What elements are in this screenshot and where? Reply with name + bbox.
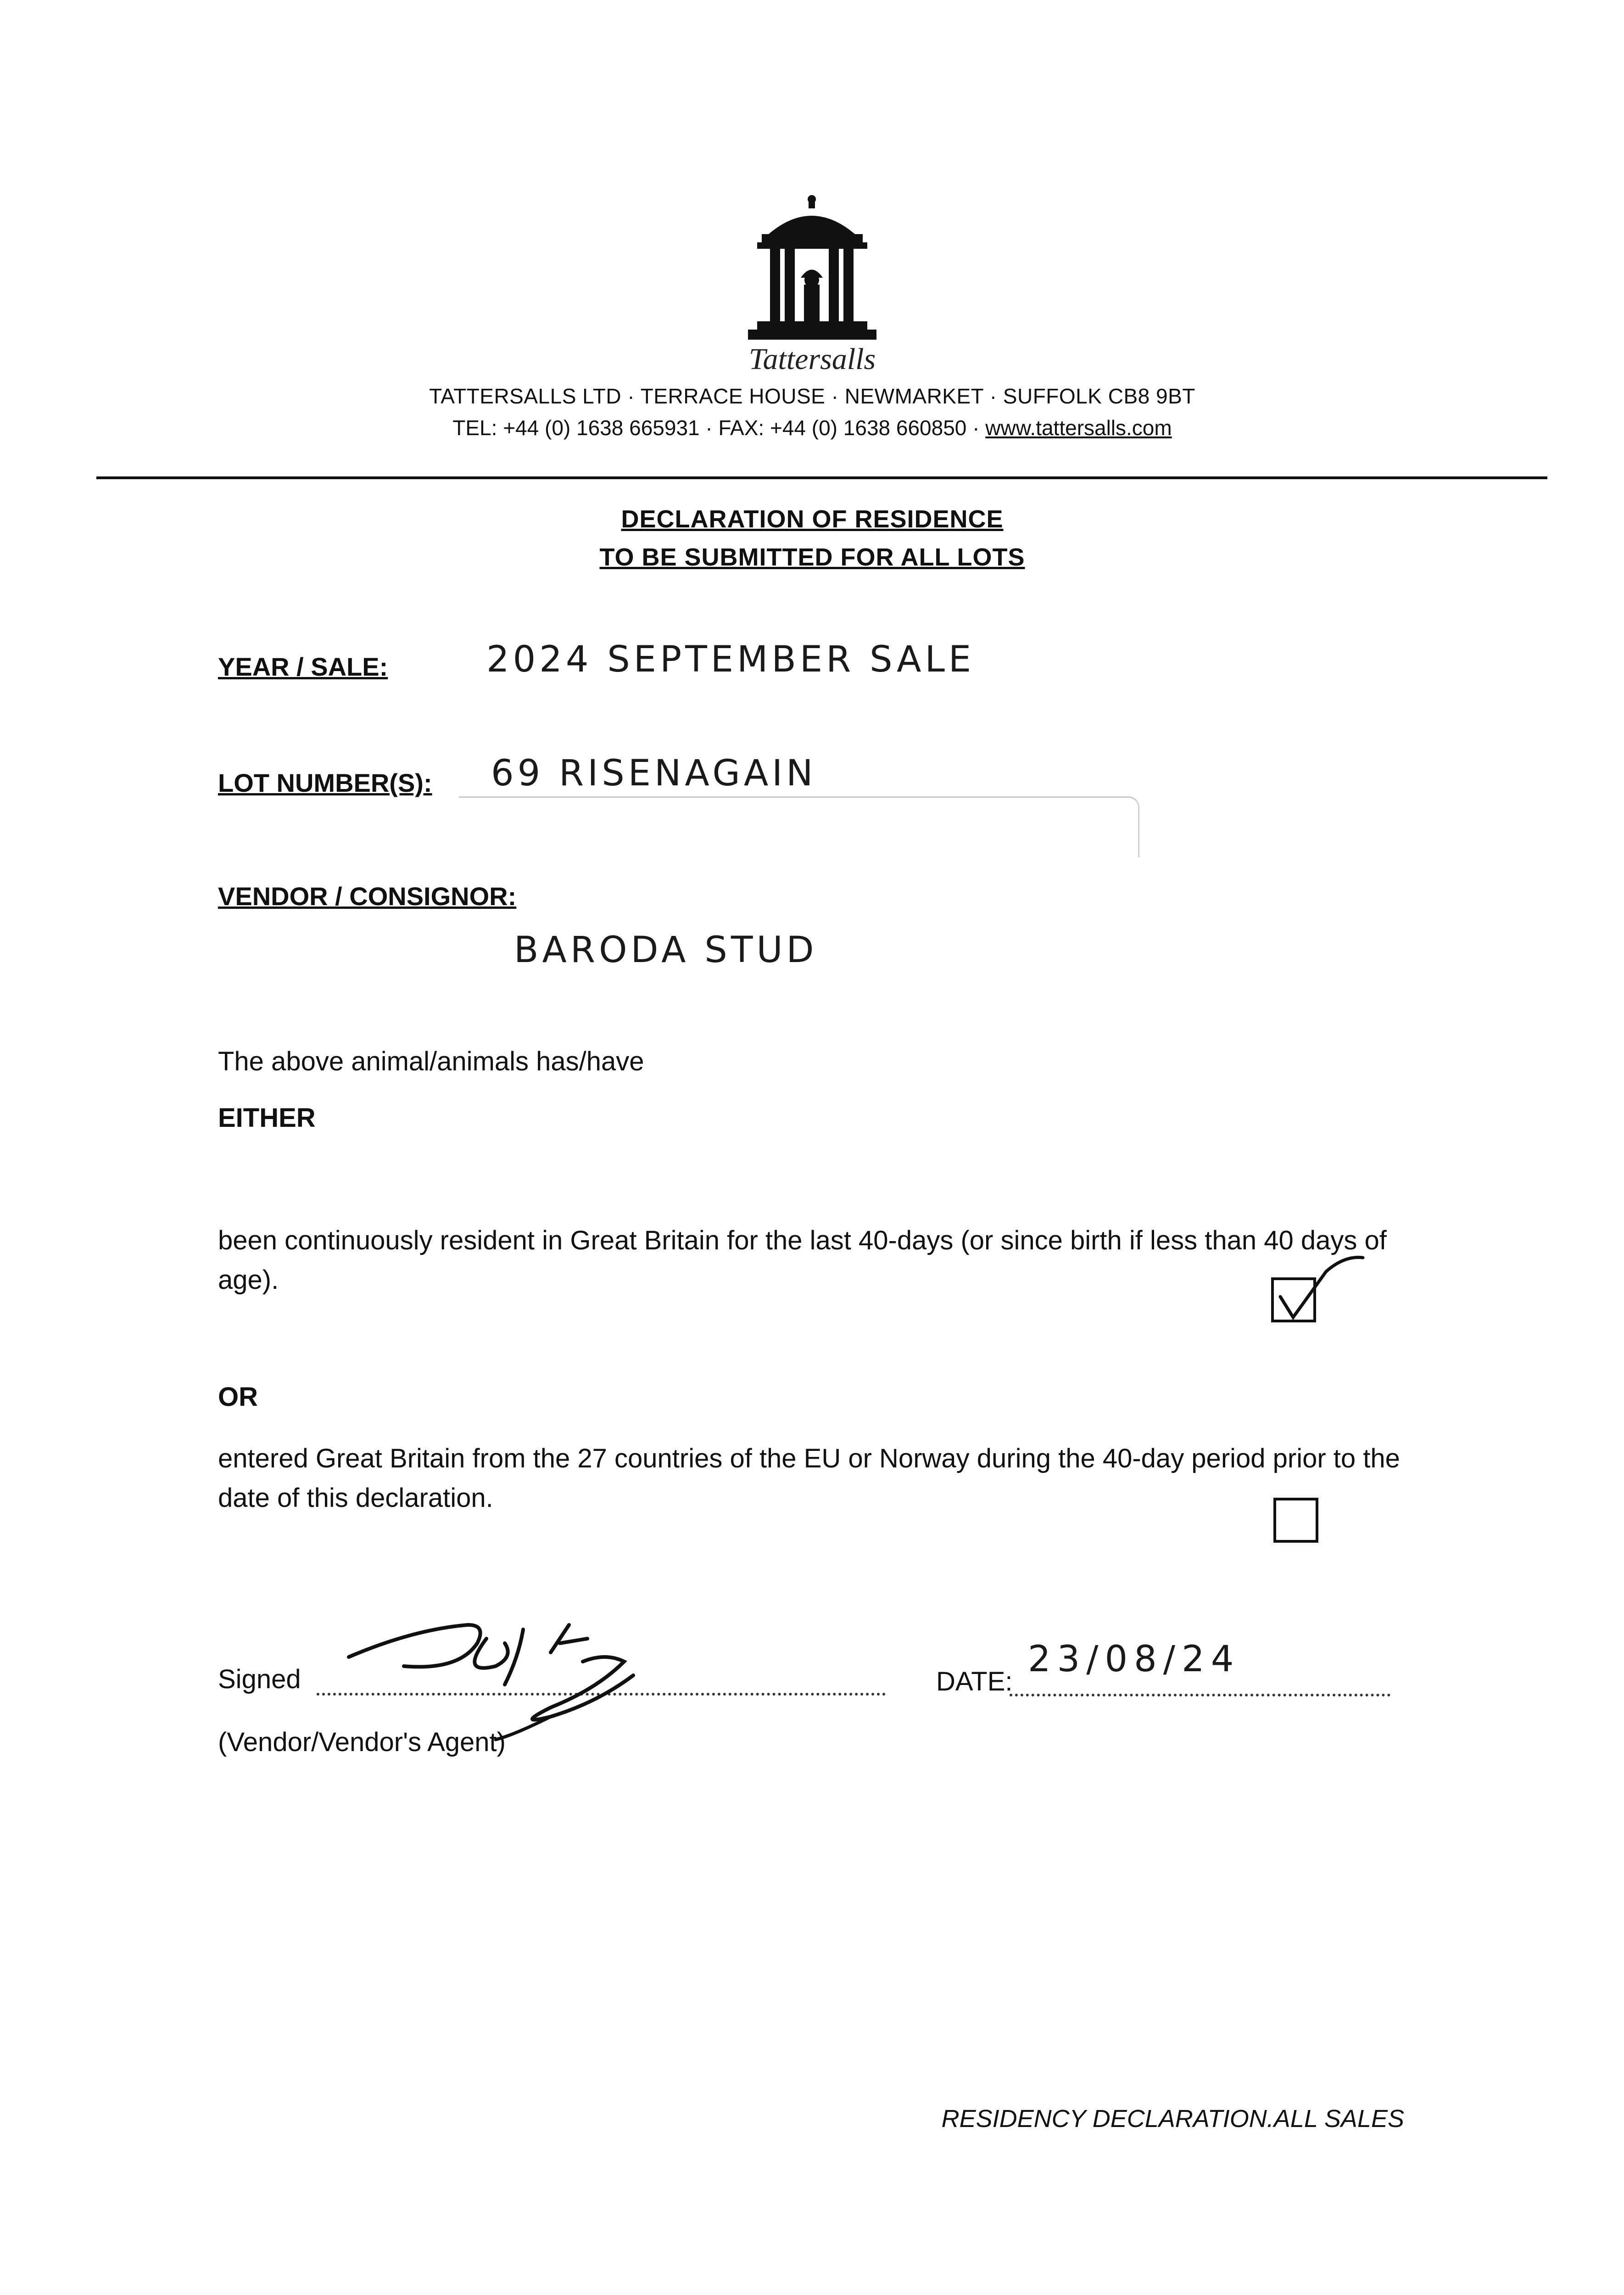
option1-text: been continuously resident in Great Britain for the last 40-days (or since birth if less than 40 days of age). [218,1226,1387,1295]
faint-correction-box [459,796,1139,857]
header-divider [96,476,1547,479]
date-value[interactable]: 23/08/24 [1028,1639,1240,1680]
form-title: DECLARATION OF RESIDENCE [621,505,1004,533]
intro-statement: The above animal/animals has/have [218,1047,644,1076]
check-mark-icon [1271,1253,1372,1327]
either-label: EITHER [218,1103,316,1133]
date-line [1010,1694,1390,1696]
signer-role-label: (Vendor/Vendor's Agent) [218,1727,506,1757]
vendor-consignor-value[interactable]: BARODA STUD [514,929,818,971]
company-address: TATTERSALLS LTD · TERRACE HOUSE · NEWMARKET · SUFFOLK CB8 9BT [429,384,1195,408]
year-sale-value[interactable]: 2024 SEPTEMBER SALE [486,639,975,680]
year-sale-label: YEAR / SALE: [218,652,388,681]
company-contact [184,415,1441,440]
tattersalls-cupola-logo-icon [725,193,899,349]
signed-label: Signed [218,1664,301,1694]
lot-numbers-label: LOT NUMBER(S): [218,768,432,797]
option2-checkbox[interactable] [1273,1498,1318,1543]
form-subtitle: TO BE SUBMITTED FOR ALL LOTS [599,543,1025,571]
lot-numbers-value[interactable]: 69 RISENAGAIN [491,753,817,794]
vendor-consignor-label: VENDOR / CONSIGNOR: [218,882,517,911]
website-link[interactable]: www.tattersalls.com [985,416,1172,440]
tattersalls-logo [725,193,899,349]
brand-name: Tattersalls [748,342,876,376]
phone-fax: TEL: +44 (0) 1638 665931 · FAX: +44 (0) 1638 660850 · [452,416,986,440]
option2-text: entered Great Britain from the 27 countries of the EU or Norway during the 40-day period prior to the date of this declaration. [218,1444,1400,1513]
date-label: DATE: [936,1667,1013,1696]
or-label: OR [218,1382,258,1412]
footer-form-name: RESIDENCY DECLARATION.ALL SALES [941,2105,1404,2133]
